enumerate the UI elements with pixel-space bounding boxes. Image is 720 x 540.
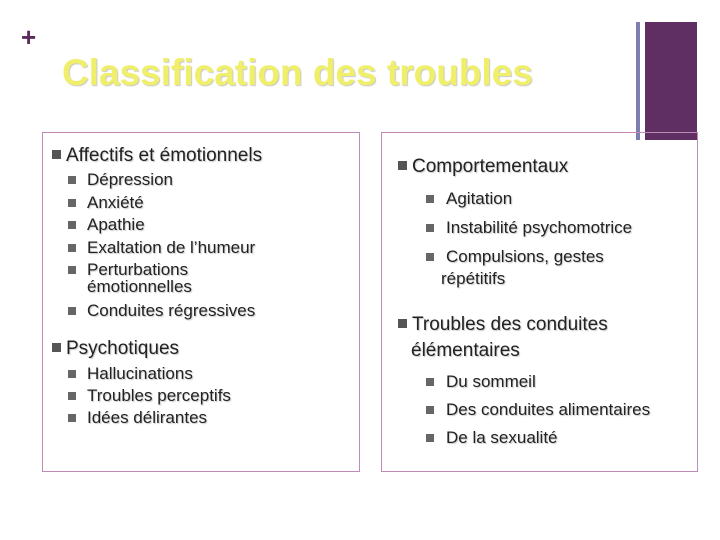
bullet-square-icon <box>426 253 434 261</box>
list-item: Idées délirantes <box>68 408 207 428</box>
bullet-square-icon <box>426 378 434 386</box>
list-item: Troubles perceptifs <box>68 386 231 406</box>
list-item: Dépression <box>68 170 173 190</box>
bullet-square-icon <box>68 221 76 229</box>
slide-title: Classification des troubles <box>62 52 533 93</box>
list-item: Agitation <box>426 189 512 209</box>
bullet-square-icon <box>68 370 76 378</box>
bullet-square-icon <box>52 150 61 159</box>
list-item: Anxiété <box>68 193 144 213</box>
list-item: Compulsions, gestes <box>426 247 604 267</box>
section-heading-psychotiques: Psychotiques <box>52 338 179 360</box>
bullet-square-icon <box>398 319 407 328</box>
list-item: De la sexualité <box>426 428 558 448</box>
section-heading-affectifs: Affectifs et émotionnels <box>52 145 262 167</box>
right-content-box <box>381 132 698 472</box>
bullet-square-icon <box>426 434 434 442</box>
bullet-square-icon <box>398 161 407 170</box>
bullet-square-icon <box>52 343 61 352</box>
list-item: Des conduites alimentaires <box>426 400 650 420</box>
accent-stripe <box>636 22 640 140</box>
accent-bar <box>645 22 697 140</box>
bullet-square-icon <box>68 392 76 400</box>
list-item-continuation: émotionnelles <box>87 277 192 296</box>
section-heading-troubles-conduites: Troubles des conduites <box>398 314 608 336</box>
list-item-continuation: répétitifs <box>441 269 506 288</box>
bullet-square-icon <box>68 244 76 252</box>
list-item: Exaltation de l’humeur <box>68 238 255 258</box>
list-item: Du sommeil <box>426 372 536 392</box>
list-item: Hallucinations <box>68 364 193 384</box>
bullet-square-icon <box>68 307 76 315</box>
section-heading-comportementaux: Comportementaux <box>398 156 568 178</box>
section-heading-continuation: élémentaires <box>411 340 520 361</box>
bullet-square-icon <box>68 199 76 207</box>
plus-icon: + <box>21 22 37 52</box>
bullet-square-icon <box>68 414 76 422</box>
bullet-square-icon <box>426 406 434 414</box>
list-item: Conduites régressives <box>68 301 255 321</box>
list-item: Apathie <box>68 215 145 235</box>
list-item: Instabilité psychomotrice <box>426 218 632 238</box>
bullet-square-icon <box>426 195 434 203</box>
bullet-square-icon <box>426 224 434 232</box>
bullet-square-icon <box>68 176 76 184</box>
list-item: Perturbations <box>68 260 188 280</box>
bullet-square-icon <box>68 266 76 274</box>
